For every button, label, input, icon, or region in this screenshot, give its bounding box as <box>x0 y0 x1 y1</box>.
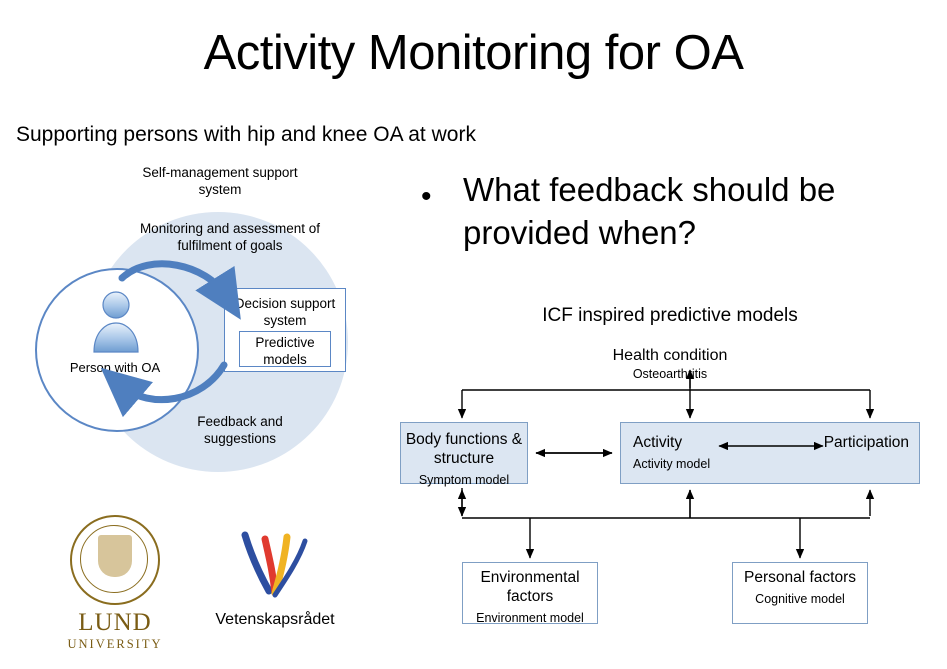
self-management-label: Self-management support system <box>142 165 298 197</box>
bullet-text: What feedback should be provided when? <box>463 171 836 251</box>
icf-box-environmental-factors <box>462 562 598 624</box>
lund-logo-name: LUND <box>78 609 152 636</box>
monitoring-label: Monitoring and assessment of fulfilment of goals <box>139 221 321 253</box>
logo-row <box>30 515 360 655</box>
icf-caption: ICF inspired predictive models <box>542 305 798 326</box>
icf-box-activity-sub: Activity model <box>633 457 711 471</box>
lund-university-logo <box>40 515 190 652</box>
health-condition-main: Health condition <box>612 347 728 364</box>
icf-box-body-sub: Symptom model <box>418 473 510 487</box>
icf-box-personal-title: Personal factors <box>744 569 856 586</box>
decision-support-box <box>224 288 346 372</box>
person-icon <box>88 290 144 354</box>
activity-participation-double-arrow-icon <box>717 437 825 455</box>
decision-support-label: Decision support system <box>234 296 336 328</box>
predictive-models-box: Predictive models <box>239 331 331 367</box>
bullet-block <box>415 168 915 254</box>
self-management-diagram <box>10 160 410 490</box>
icf-box-env-title: Environmental factors <box>480 569 580 605</box>
vetenskapsradet-mark-icon <box>225 529 325 607</box>
icf-box-env-sub: Environment model <box>476 611 584 625</box>
person-label: Person with OA <box>69 360 161 375</box>
icf-box-personal-sub: Cognitive model <box>755 592 845 606</box>
icf-diagram <box>400 340 947 660</box>
icf-box-body-title: Body functions & structure <box>405 431 523 467</box>
icf-box-activity-participation <box>620 422 920 484</box>
lund-seal-icon <box>70 515 160 605</box>
vetenskapsradet-logo <box>190 529 360 629</box>
page-title: Activity Monitoring for OA <box>203 26 744 80</box>
page-subtitle: Supporting persons with hip and knee OA at work <box>16 123 476 146</box>
icf-box-activity-title: Activity <box>633 434 683 451</box>
bullet-marker-icon: • <box>421 180 432 213</box>
icf-box-personal-factors <box>732 562 868 624</box>
health-condition-label <box>540 346 800 382</box>
vetenskapsradet-name: Vetenskapsrådet <box>215 611 335 628</box>
icf-box-participation-title: Participation <box>823 434 909 451</box>
lund-logo-sub: UNIVERSITY <box>67 637 163 651</box>
feedback-label: Feedback and suggestions <box>197 414 283 446</box>
health-condition-sub: Osteoarthritis <box>632 367 708 381</box>
icf-box-body-functions <box>400 422 528 487</box>
